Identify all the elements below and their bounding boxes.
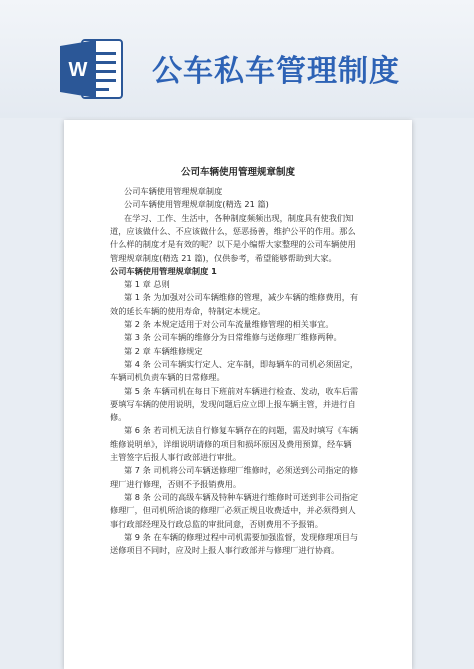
document-line: 第 9 条 在车辆的修理过程中司机需要加强监督，发现修理项目与	[124, 531, 359, 542]
document-line: 第 2 条 本规定适用于对公司车流量维修管理的相关事宜。	[124, 319, 334, 329]
document-line: 主管签字后报人事行政部进行审批。	[110, 452, 242, 462]
document-line: 道，应该做什么、不应该做什么，惩恶扬善，维护公平的作用。那么	[110, 225, 356, 236]
page-title: 公车私车管理制度	[152, 54, 400, 89]
document-line: 在学习、工作、生活中，各种制度频频出现，制度具有使我们知	[124, 212, 354, 223]
document-line: 车辆司机负责车辆的日常修理。	[110, 372, 225, 383]
document-line: 公司车辆使用管理规章制度 1	[110, 265, 217, 276]
word-document-icon	[60, 38, 124, 100]
document-line: 事行政部经理及行政总监的审批同意，否则费用不予报销。	[110, 518, 323, 529]
document-line: 管理规章制度(精选 21 篇)，仅供参考，希望能够帮助到大家。	[110, 252, 337, 263]
document-line: 第 3 条 公司车辆的维修分为日常维修与送修理厂维修两种。	[124, 332, 342, 343]
document-line: 公司车辆使用管理规章制度	[124, 186, 223, 196]
word-icon-letter: W	[68, 59, 88, 81]
document-line: 什么样的制度才是有效的呢？以下是小编帮大家整理的公司车辆使用	[110, 239, 356, 250]
document-line: 第 7 条 司机将公司车辆送修理厂维修时，必须送到公司指定的修	[124, 465, 359, 476]
document-line: 第 8 条 公司的高级车辆及特种车辆进行维修时可送到非公司指定	[124, 491, 359, 502]
document-line: 第 1 章 总则	[124, 279, 170, 290]
document-line: 理厂进行修理，否则不予报销费用。	[110, 478, 242, 489]
document-title: 公司车辆使用管理规章制度	[180, 167, 295, 178]
document-line: 送修项目不同时，应及时上报人事行政部并与修理厂进行协商。	[110, 545, 340, 556]
document-line: 要填写车辆的使用说明，发现问题后应立即上报车辆主管，并进行自	[110, 398, 356, 409]
document-line: 第 5 条 车辆司机在每日下班前对车辆进行检查、发动，收车后需	[124, 385, 359, 396]
document-line: 修。	[110, 412, 127, 423]
document-line: 修理厂，但司机所洽谈的修理厂必须正规且收费适中，并必须得到人	[110, 505, 356, 516]
document-line: 第 4 条 公司车辆实行定人、定车制，即每辆车的司机必须固定，	[124, 358, 359, 369]
document-line: 第 1 条 为加强对公司车辆维修的管理，减少车辆的维修费用，有	[124, 292, 359, 303]
document-line: 第 6 条 若司机无法自行修复车辆存在的问题，需及时填写《车辆	[124, 425, 359, 436]
document-line: 维修说明单》，详细说明请修的项目和损坏原因及费用预算，经车辆	[110, 438, 352, 449]
document-line: 效的延长车辆的使用寿命，特制定本规定。	[110, 305, 266, 316]
document-page	[64, 120, 412, 669]
document-line: 公司车辆使用管理规章制度(精选 21 篇)	[124, 199, 269, 210]
document-line: 第 2 章 车辆维修规定	[124, 345, 203, 356]
document-preview-header	[0, 0, 474, 118]
